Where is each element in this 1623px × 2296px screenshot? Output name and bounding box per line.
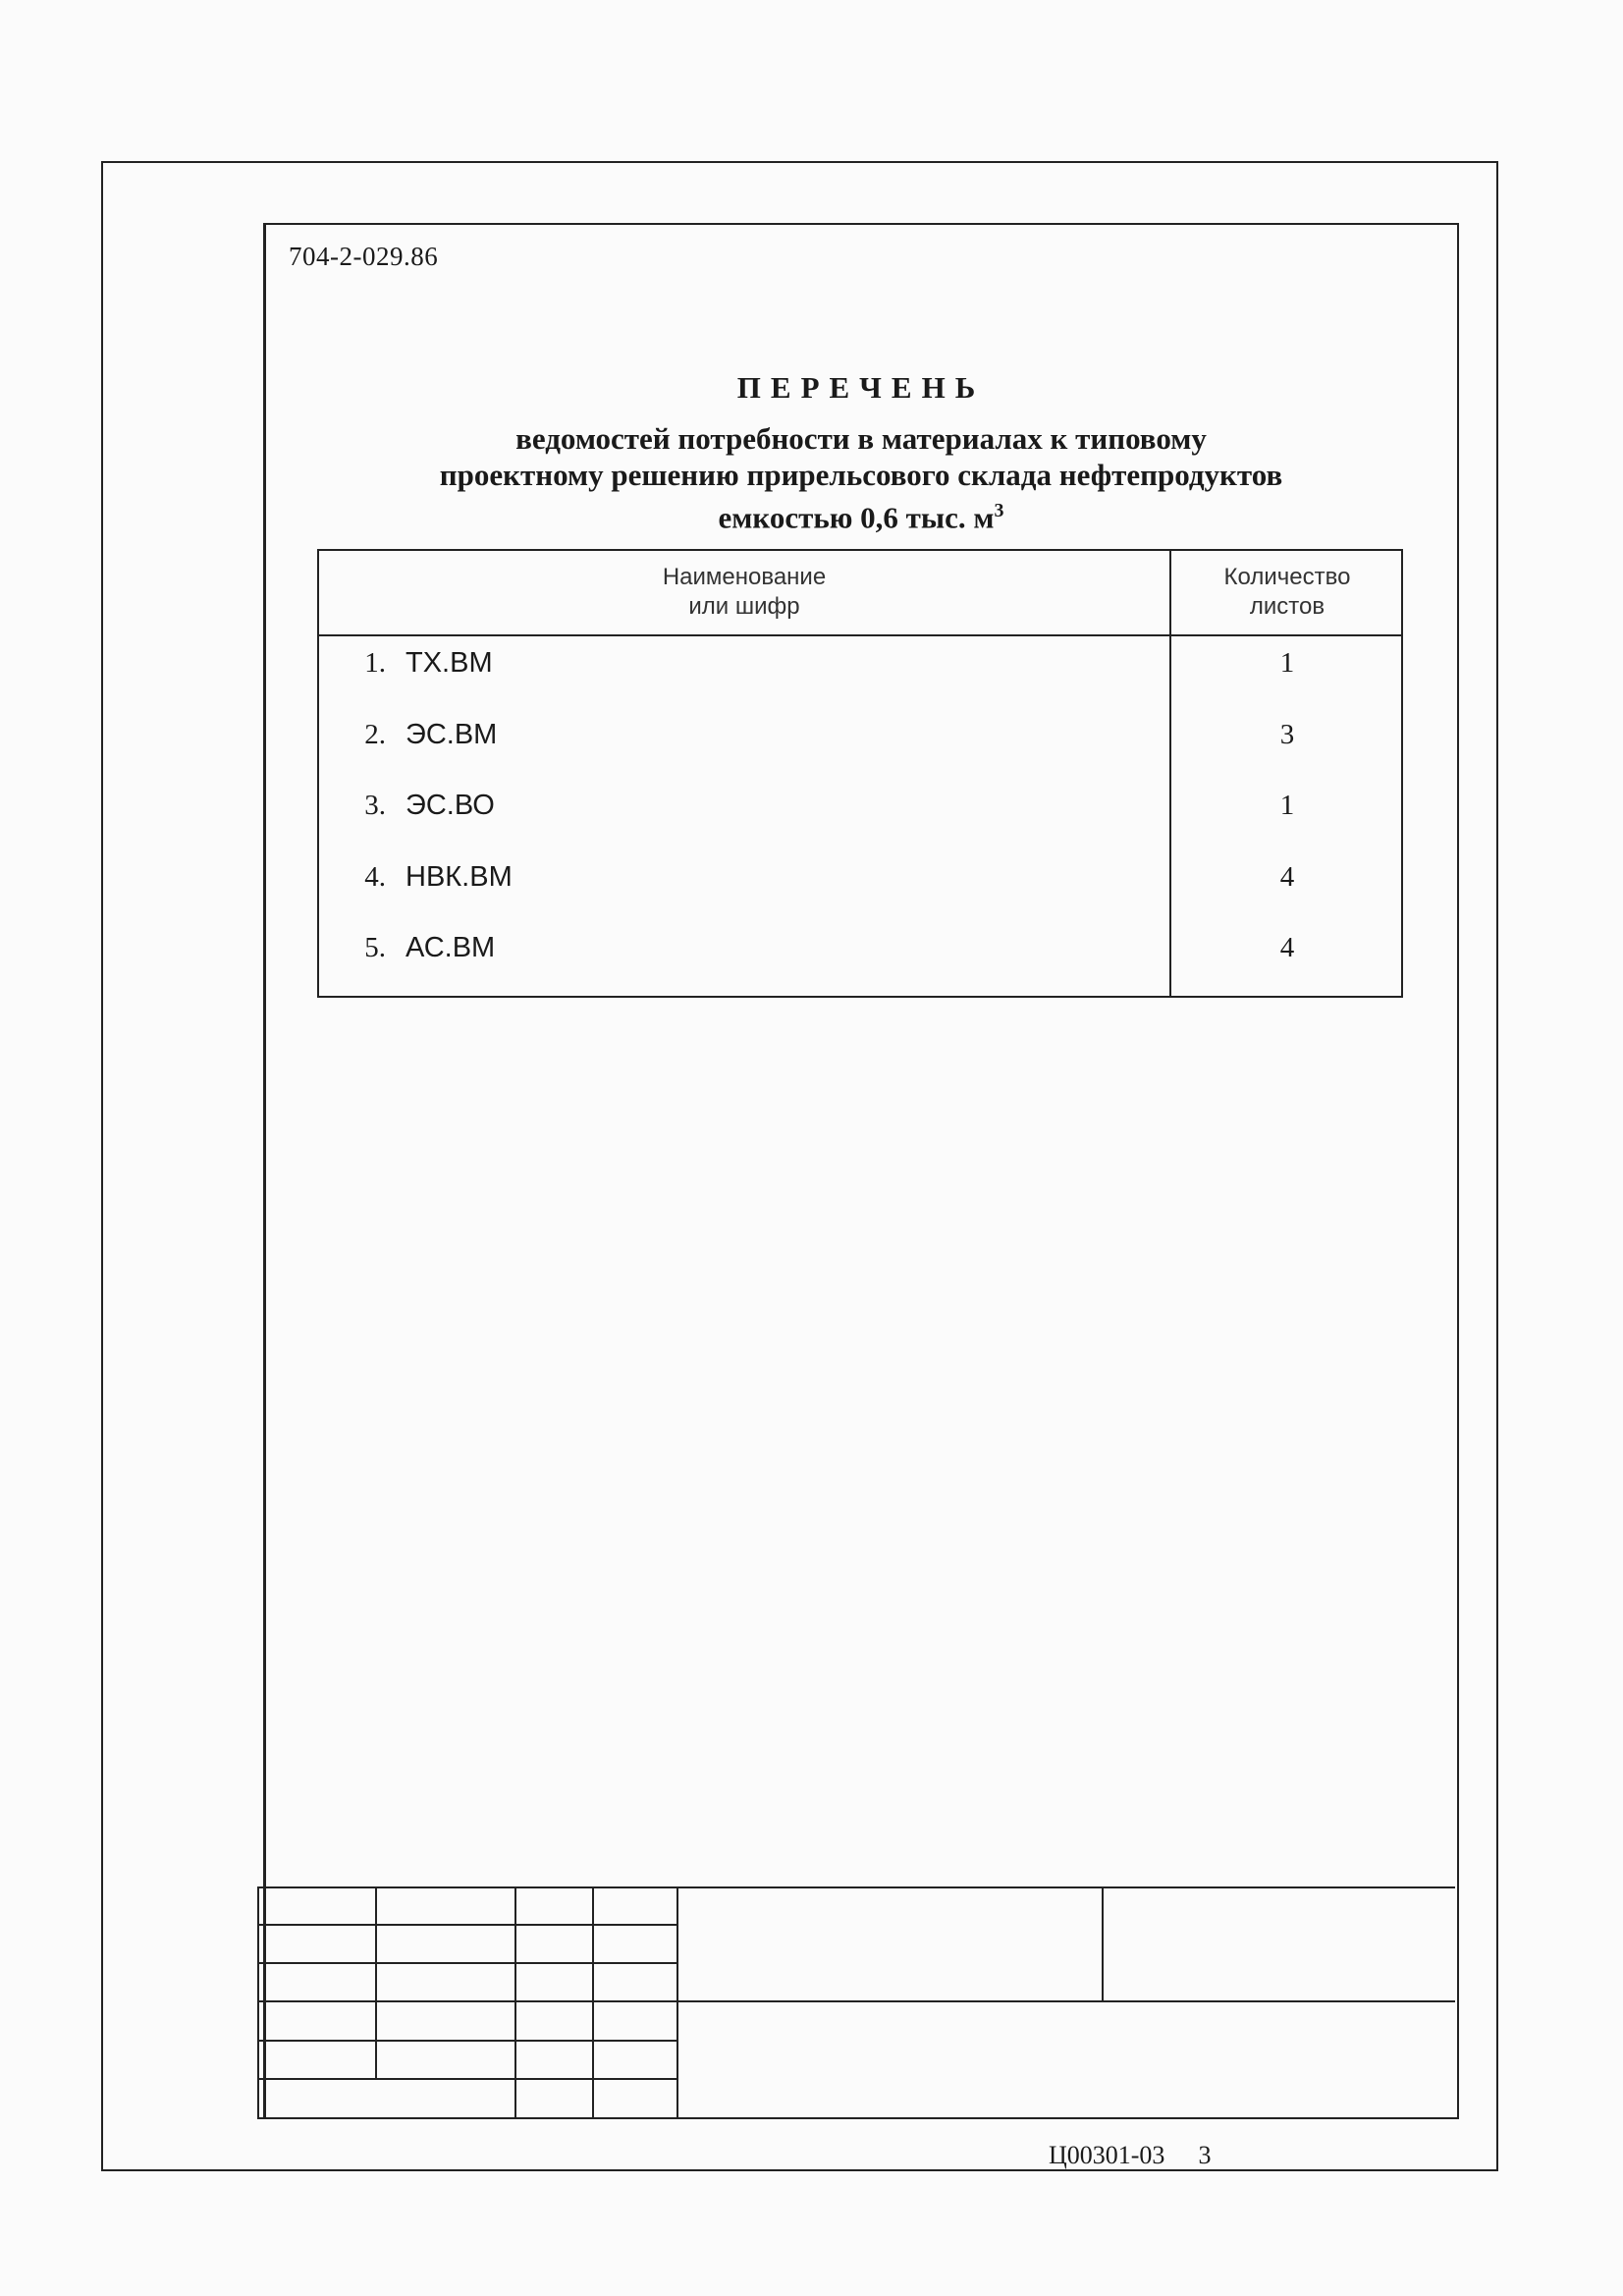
row-code: ТХ.ВМ	[406, 647, 493, 679]
stamp-grid-line	[257, 2000, 677, 2002]
header-name-column	[319, 563, 1169, 622]
subtitle-line-3-text: емкостью 0,6 тыс. м	[718, 500, 995, 535]
row-quantity: 4	[1279, 861, 1295, 893]
subtitle-line-1: ведомостей потребности в материалах к типовому	[515, 421, 1207, 456]
document-code: 704-2-029.86	[289, 242, 439, 271]
row-number: 1.	[364, 647, 386, 679]
row-code: ЭС.ВМ	[406, 719, 498, 750]
stamp-grid-line	[375, 1886, 377, 2080]
subtitle-line-3	[263, 493, 1459, 535]
row-quantity: 1	[1279, 647, 1295, 679]
header-qty-line-1: Количество	[1223, 564, 1351, 590]
header-qty-line-2: листов	[1249, 593, 1325, 620]
row-number: 2.	[364, 719, 386, 750]
table-row	[319, 932, 1401, 981]
row-code: НВК.ВМ	[406, 861, 513, 893]
stamp-grid-line	[592, 1886, 594, 2119]
stamp-grid-line	[676, 1886, 678, 2119]
table-row	[319, 647, 1401, 696]
row-code: АС.ВМ	[406, 932, 496, 963]
page-footer	[1049, 2141, 1211, 2170]
stamp-grid-line	[1102, 1886, 1104, 2002]
row-code: ЭС.ВО	[406, 790, 495, 821]
stamp-top-border	[257, 1886, 1455, 1888]
stamp-grid-line	[257, 2040, 677, 2042]
stamp-grid-line	[257, 1962, 677, 1964]
table-header-divider	[319, 634, 1401, 636]
stamp-bottom-border	[257, 2117, 1455, 2119]
table-row	[319, 719, 1401, 768]
header-qty-column	[1171, 563, 1403, 622]
document-subtitle	[263, 420, 1459, 535]
title-block-stamp	[257, 1886, 1455, 2119]
footer-sheet-number: 3	[1198, 2141, 1212, 2169]
header-name-line-2: или шифр	[688, 593, 800, 620]
row-quantity: 3	[1279, 719, 1295, 750]
stamp-left-border	[257, 1886, 259, 2119]
row-quantity: 1	[1279, 790, 1295, 821]
row-quantity: 4	[1279, 932, 1295, 963]
statements-table	[317, 549, 1403, 998]
row-number: 5.	[364, 932, 386, 963]
subtitle-line-2: проектному решению прирельсового склада нефтепродуктов	[439, 458, 1283, 492]
document-title: ПЕРЕЧЕНЬ	[736, 370, 986, 405]
stamp-grid-line	[514, 1886, 516, 2119]
stamp-grid-line	[676, 2000, 1455, 2002]
table-row	[319, 861, 1401, 910]
row-number: 4.	[364, 861, 386, 893]
stamp-grid-line	[257, 2078, 677, 2080]
footer-code: Ц00301-03	[1049, 2141, 1165, 2169]
cubic-superscript: 3	[994, 500, 1004, 521]
header-name-line-1: Наименование	[662, 564, 827, 590]
row-number: 3.	[364, 790, 386, 821]
table-row	[319, 790, 1401, 839]
stamp-grid-line	[257, 1924, 677, 1926]
